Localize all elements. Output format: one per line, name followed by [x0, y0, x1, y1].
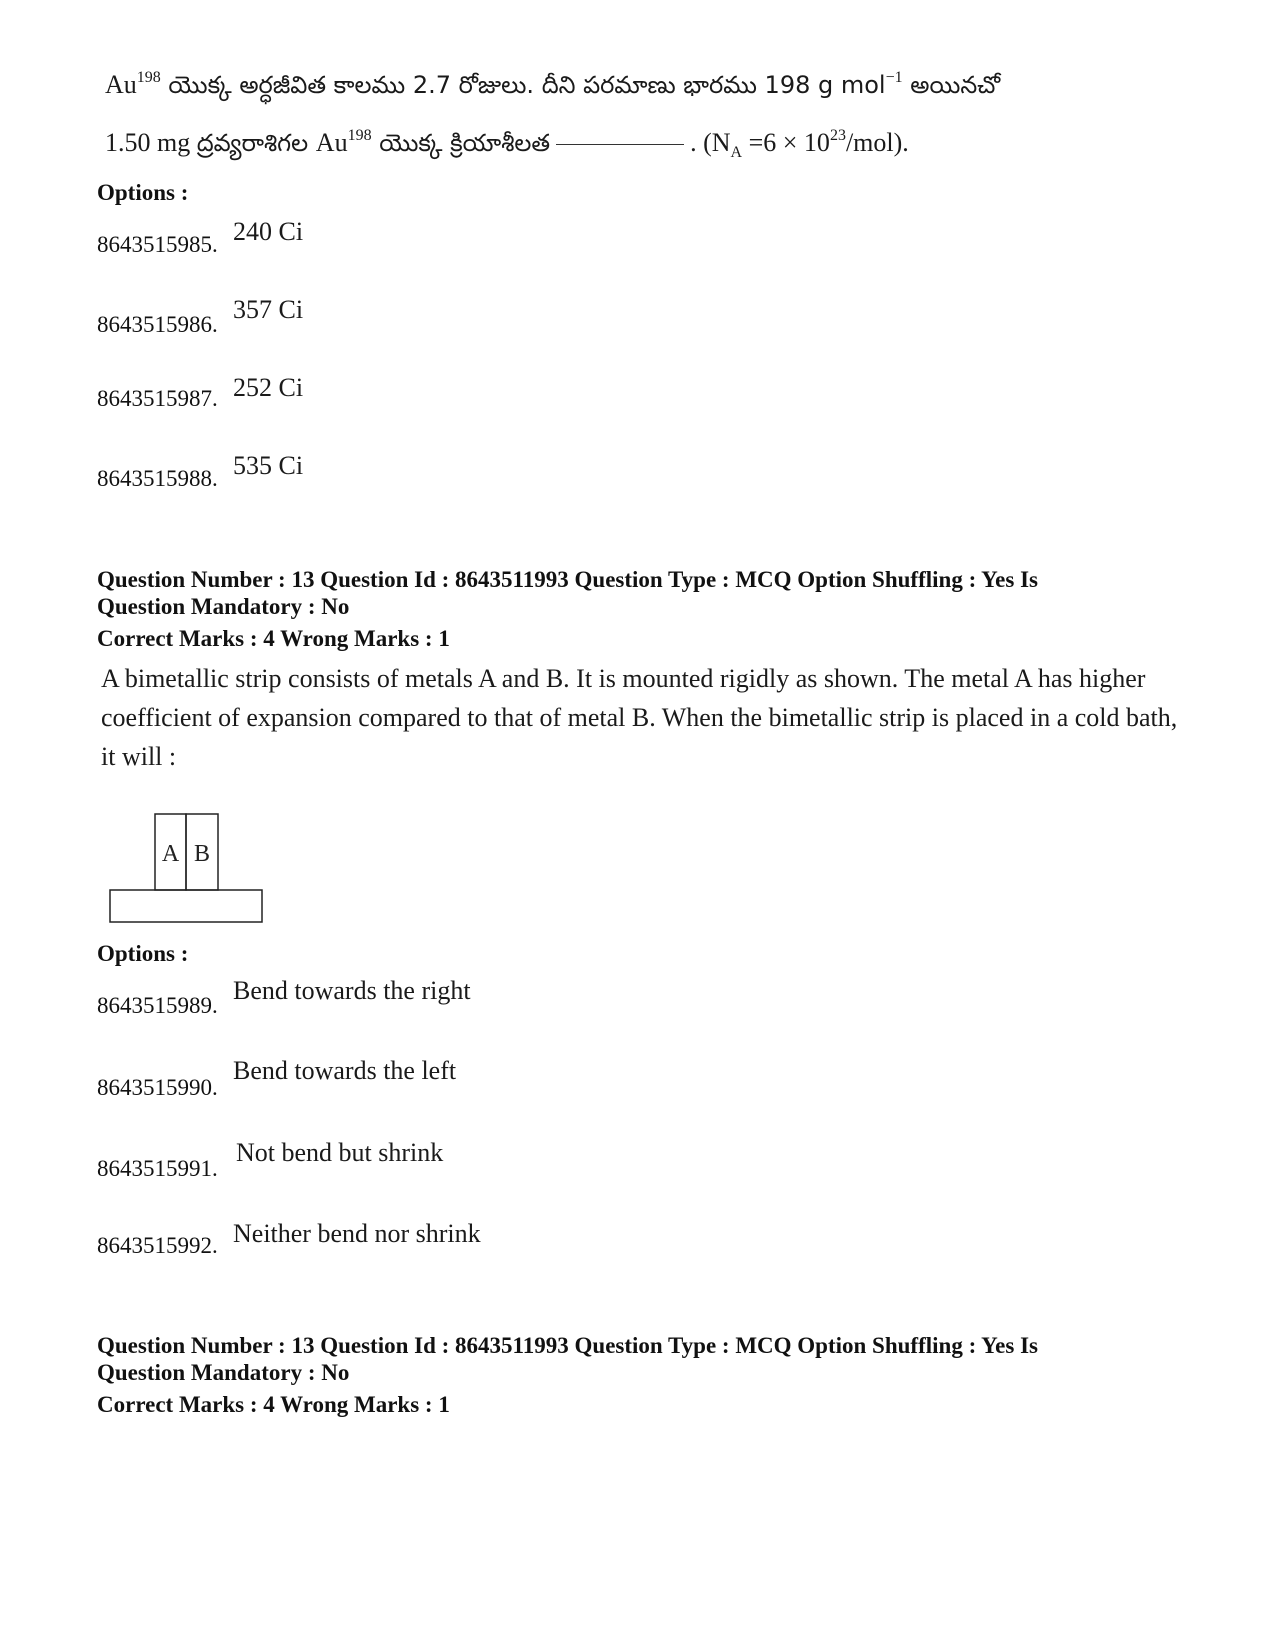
option-text[interactable]: 240 Ci [233, 217, 304, 246]
isotope-symbol: Au [315, 128, 348, 157]
option-id: 8643515986. [97, 312, 218, 337]
question-header: Question Number : 13 Question Id : 8643511993 Question Type : MCQ Option Shuffling : Yes Is [97, 1333, 1038, 1358]
question-header: Question Number : 13 Question Id : 8643511993 Question Type : MCQ Option Shuffling : Yes Is [97, 567, 1038, 592]
question-text-line-1 [105, 70, 1000, 105]
question-text-part: యొక్క అర్ధజీవిత కాలము 2.7 రోజులు. దీని పరమాణు భారము 198 g mol [160, 71, 886, 99]
question-mandatory: Question Mandatory : No [97, 1360, 350, 1385]
answer-blank [556, 144, 684, 145]
label-b: B [193, 841, 211, 867]
formula-part: . (N [690, 128, 731, 157]
options-label: Options : [97, 180, 189, 205]
question-text-line-2 [105, 128, 909, 163]
formula-part: =6 × 10 [742, 128, 830, 157]
option-id: 8643515987. [97, 386, 218, 411]
option-id: 8643515988. [97, 466, 218, 491]
option-id: 8643515990. [97, 1075, 218, 1100]
question-text-part: యొక్క క్రియాశీలత [371, 129, 551, 157]
label-a: A [161, 841, 180, 867]
mass-value: 1.50 mg [105, 128, 197, 157]
question-marks: Correct Marks : 4 Wrong Marks : 1 [97, 1392, 450, 1417]
question-mandatory: Question Mandatory : No [97, 594, 350, 619]
option-text[interactable]: 252 Ci [233, 373, 304, 402]
bimetallic-strip-diagram [105, 810, 270, 928]
isotope-mass-number: 198 [136, 69, 161, 86]
option-id: 8643515989. [97, 993, 218, 1018]
option-id: 8643515985. [97, 232, 218, 257]
option-text[interactable]: Not bend but shrink [236, 1138, 444, 1167]
isotope-symbol: Au [105, 70, 137, 99]
formula-exponent: 23 [829, 127, 846, 144]
option-text[interactable]: Neither bend nor shrink [233, 1219, 481, 1248]
option-id: 8643515992. [97, 1233, 218, 1258]
option-text[interactable]: Bend towards the right [233, 976, 471, 1005]
option-text[interactable]: Bend towards the left [233, 1056, 457, 1085]
option-text[interactable]: 357 Ci [233, 295, 304, 324]
isotope-mass-number: 198 [347, 127, 372, 144]
question-marks: Correct Marks : 4 Wrong Marks : 1 [97, 626, 450, 651]
question-text: A bimetallic strip consists of metals A and B. It is mounted rigidly as shown. The metal A has higher coefficient of expansion compared to that of metal B. When the bimetallic strip is placed in a cold bath, it will : [101, 664, 1178, 771]
mounting-base [110, 890, 262, 922]
question-text-part: ద్రవ్యరాశిగల [196, 129, 316, 157]
formula-part: /mol). [845, 128, 909, 157]
question-text-part: అయినచో [902, 71, 1001, 99]
unit-exponent: −1 [885, 69, 903, 86]
options-label: Options : [97, 941, 189, 966]
formula-subscript: A [730, 144, 743, 161]
option-id: 8643515991. [97, 1156, 218, 1181]
option-text[interactable]: 535 Ci [233, 451, 304, 480]
